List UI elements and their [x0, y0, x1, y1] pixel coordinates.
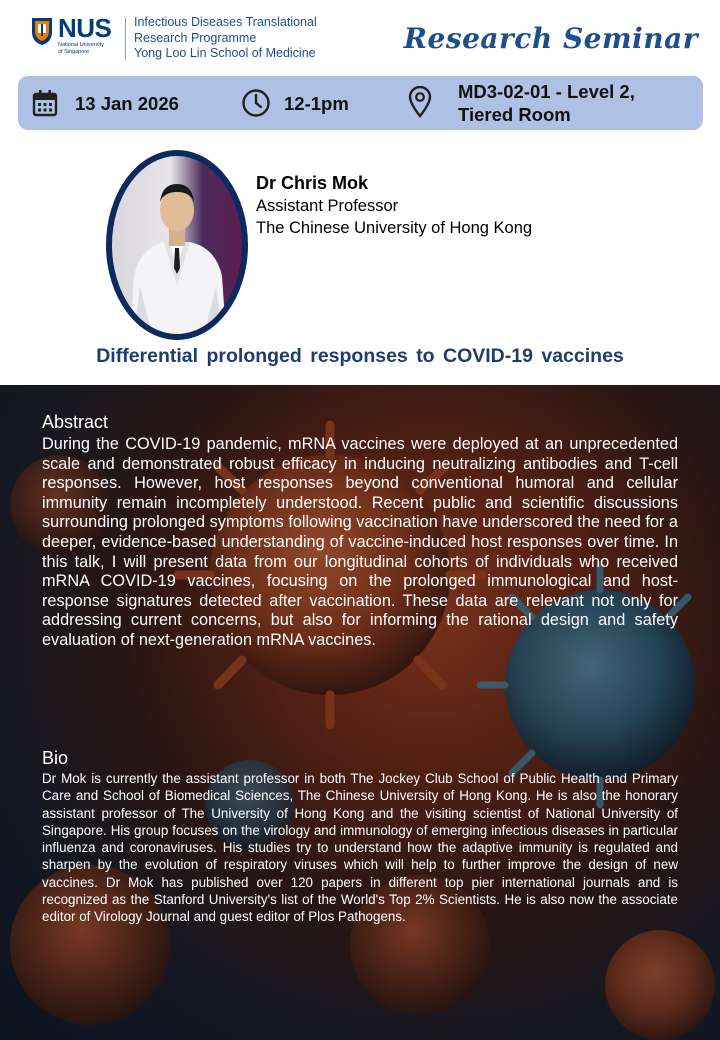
seminar-title: Research Seminar	[403, 22, 698, 55]
bio-body: Dr Mok is currently the assistant professor in both The Jockey Club School of Public Health and Primary Care and School of Biomedical Sciences, The Chinese University of Hong Kong. He is also the honorary assistant professor of The University of Hong Kong and the visiting scientist of National University of Singapore. His group focuses on the virology and immunology of emerging infectious diseases in particular influenza and coronaviruses. His studies try to understand how the adaptive immunity is regulated and sharpen by the evolution of respiratory viruses which will help to further improve the design of new vaccines. Dr Mok has published over 120 papers in different top pier international journals and is recognized as the Stanford University's list of the World's Top 2% Scientists. He is also now the associate editor of Virology Journal and guest editor of Plos Pathogens.	[42, 771, 678, 925]
nus-logo	[30, 14, 130, 60]
speaker-affiliation: The Chinese University of Hong Kong	[256, 219, 533, 237]
programme-name: Infectious Diseases Translational Research Programme Yong Loo Lin School of Medicine	[134, 15, 317, 60]
speaker-figure	[112, 156, 242, 334]
location-pin-icon	[408, 86, 432, 118]
nus-crest-icon	[30, 16, 54, 46]
clock-icon	[241, 88, 271, 118]
abstract-heading: Abstract	[42, 412, 109, 432]
logo-wordmark: NUS	[58, 13, 112, 43]
abstract-body: During the COVID-19 pandemic, mRNA vaccines were deployed at an unprecedented scale and demonstrated robust efficacy in inducing neutralizing antibodies and T-cell responses. However, host responses beyond conventional humoral and cellular immunity remain incompletely understood. Recent public and scientific discussions surrounding prolonged symptoms following vaccination have underscored the need for a deeper, evidence-based understanding of vaccine-induced host responses over time. In this talk, I will present data from our longitudinal cohorts of individuals who received mRNA COVID-19 vaccines, focusing on the prolonged immunological and host-response signatures detected after vaccination. These data are relevant not only for addressing current concerns, but also for informing the rational design and safety evaluation of next-generation mRNA vaccines.	[42, 435, 678, 649]
logo-subtext: National University of Singapore	[58, 42, 104, 55]
talk-title: Differential prolonged responses to COVID-19 vaccines	[96, 345, 624, 367]
header-divider	[125, 18, 126, 60]
header	[0, 0, 720, 72]
speaker-name: Dr Chris Mok	[256, 173, 369, 193]
speaker-photo	[106, 150, 248, 340]
event-info-bar	[18, 76, 703, 130]
bio-heading: Bio	[42, 748, 69, 768]
speaker-role: Assistant Professor	[256, 197, 399, 215]
event-date: 13 Jan 2026	[75, 93, 179, 114]
event-venue: MD3-02-01 - Level 2, Tiered Room	[458, 81, 635, 125]
calendar-icon	[32, 89, 58, 117]
event-time: 12-1pm	[284, 93, 349, 114]
